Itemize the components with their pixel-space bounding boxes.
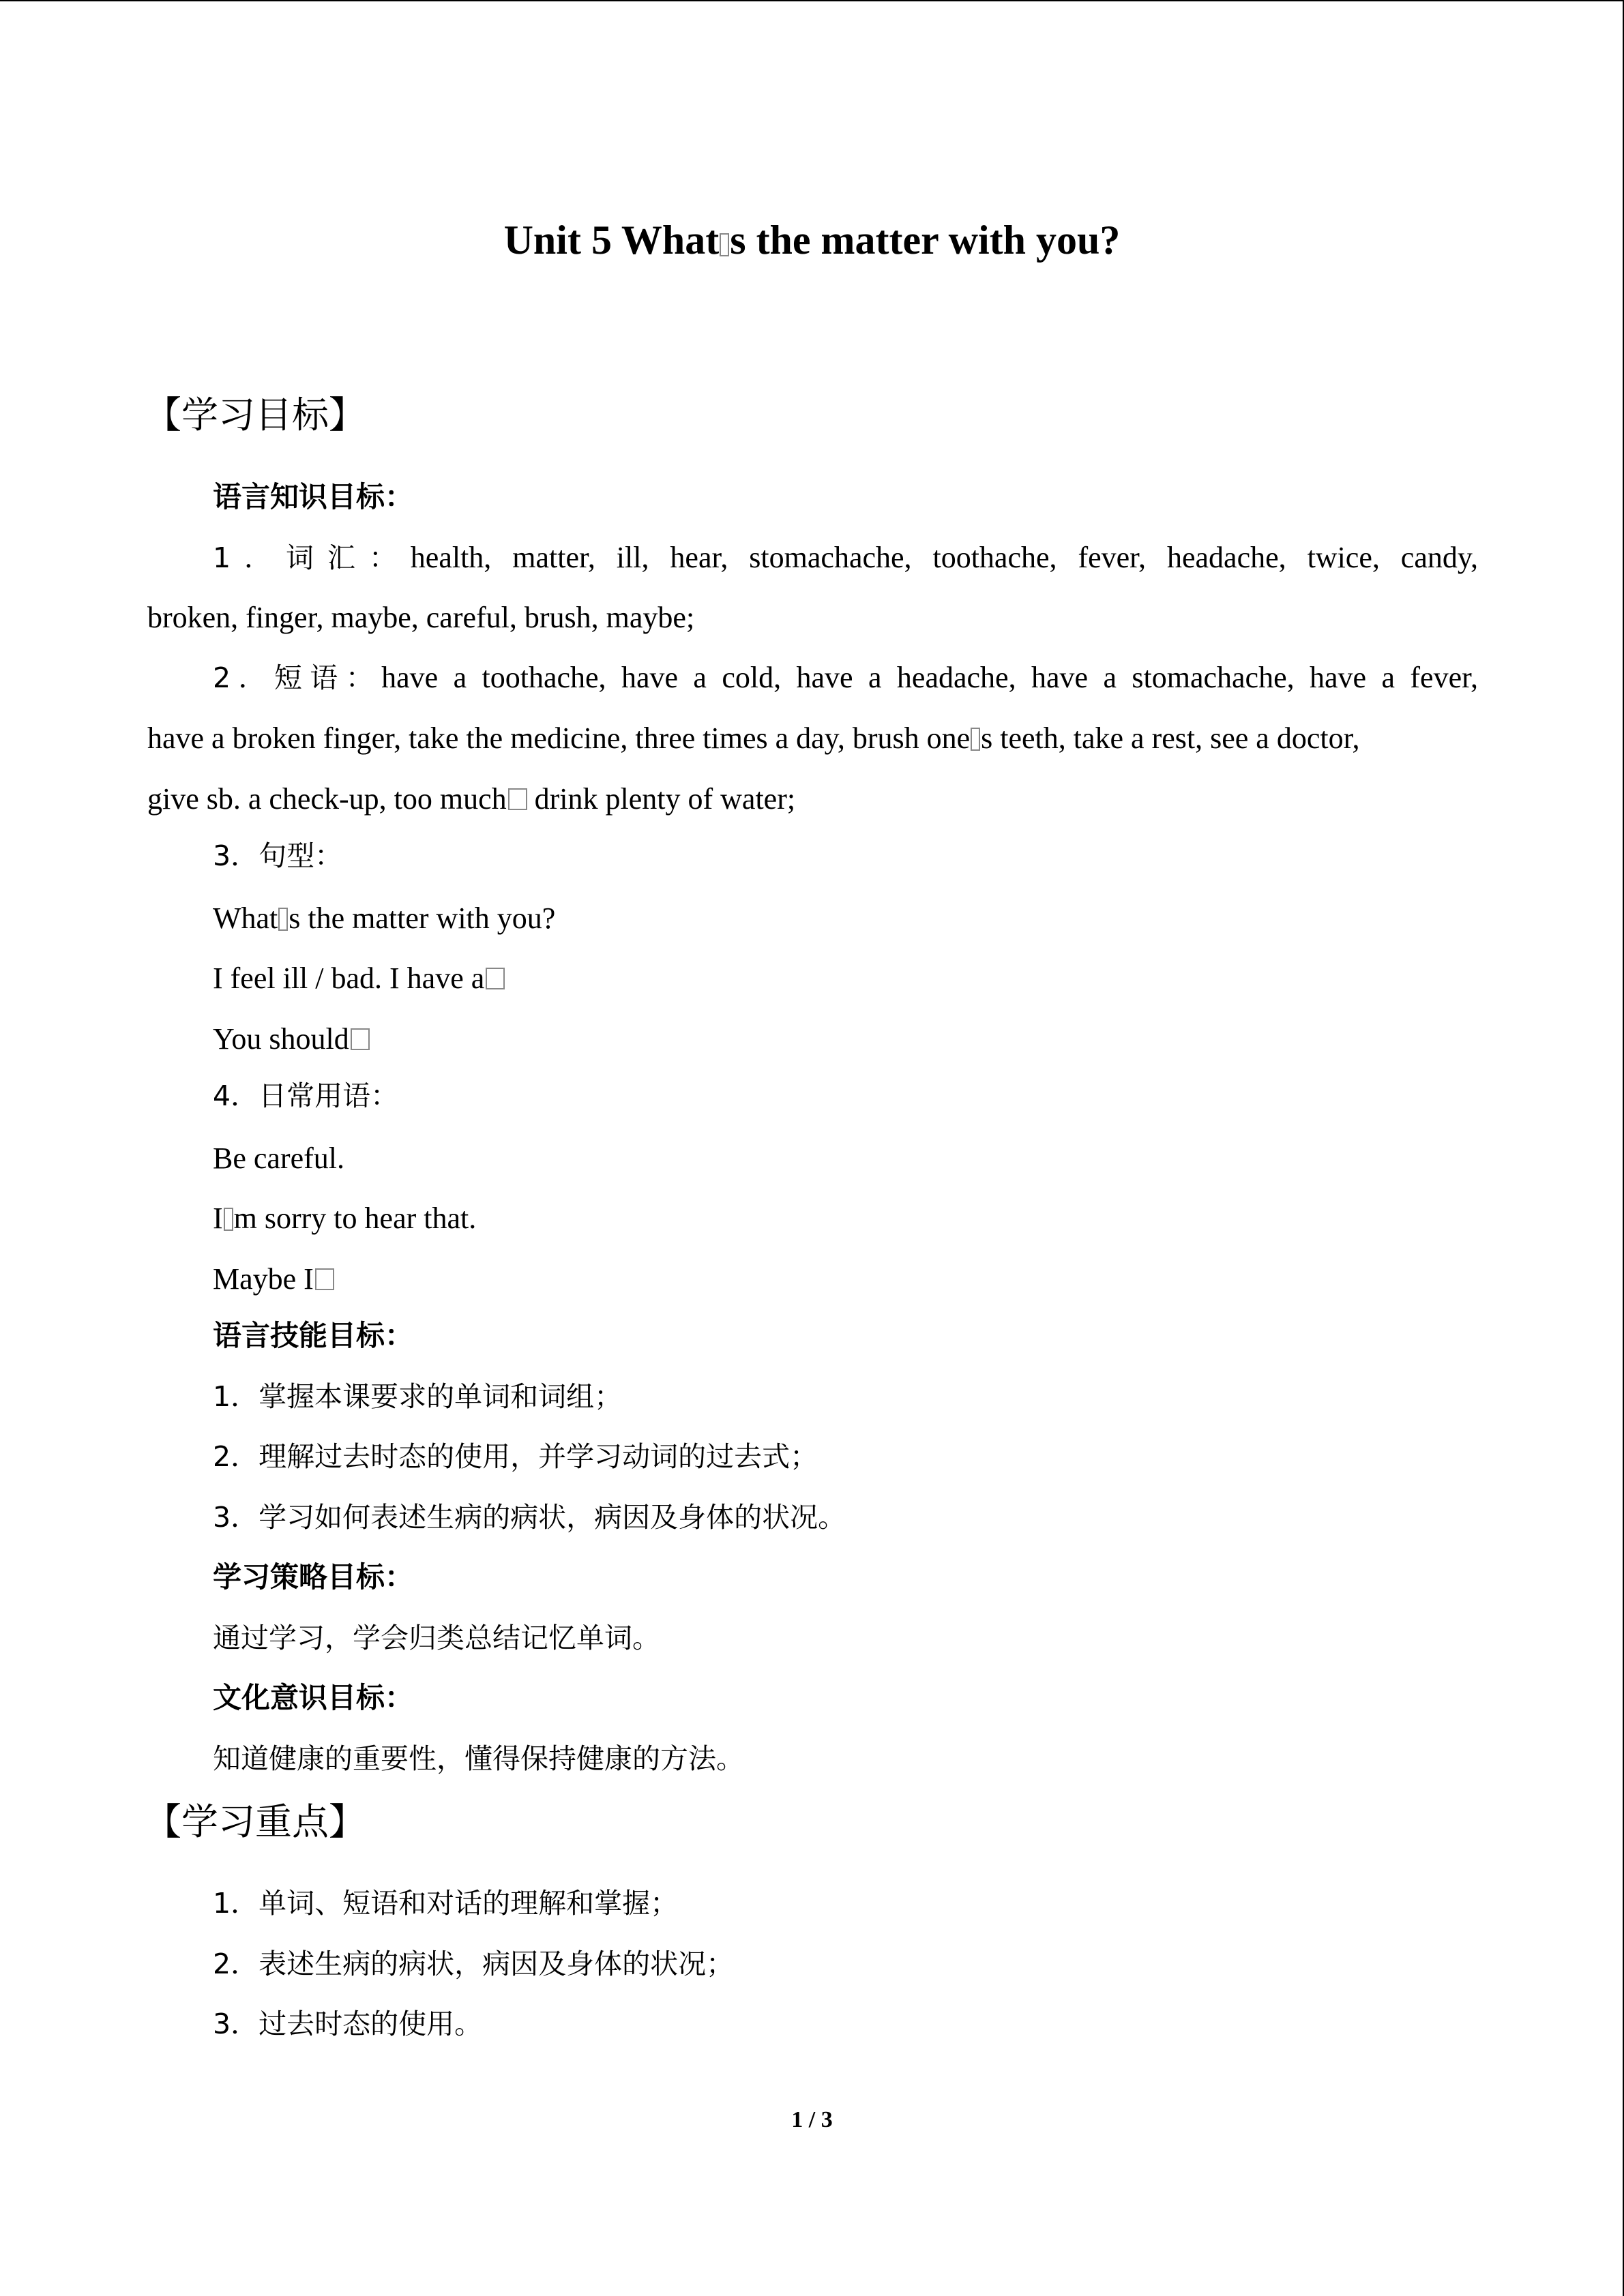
phrase-line-1 xyxy=(213,656,1478,700)
missing-glyph-box xyxy=(971,728,980,751)
missing-glyph-box xyxy=(486,968,505,989)
phrase-label: 2．短语： xyxy=(213,661,382,694)
phrase-list-3b: drink plenty of water; xyxy=(527,782,796,816)
sentence-3: You should xyxy=(213,1022,349,1056)
missing-glyph-box xyxy=(224,1208,233,1231)
phrase-list-2b: s teeth, take a rest, see a doctor, xyxy=(981,721,1360,755)
key-point-2: 2．表述生病的病状，病因及身体的状况； xyxy=(213,1948,735,1980)
missing-glyph-box xyxy=(315,1268,334,1290)
skill-item-3: 3．学习如何表述生病的病状，病因及身体的状况。 xyxy=(213,1501,846,1534)
sentence-1a: What xyxy=(213,901,278,935)
daily-2a: I xyxy=(213,1202,223,1235)
daily-3: Maybe I xyxy=(213,1262,314,1296)
skill-item-2: 2．理解过去时态的使用，并学习动词的过去式； xyxy=(213,1440,818,1473)
missing-glyph-box xyxy=(508,788,527,810)
sentence-pattern-3 xyxy=(213,1017,370,1061)
page-number: 1 / 3 xyxy=(791,2107,833,2132)
sentence-1b: s the matter with you? xyxy=(289,901,556,935)
phrase-list-2a: have a broken finger, take the medicine, three times a day, brush one xyxy=(147,721,971,755)
daily-expression-1: Be careful. xyxy=(213,1142,344,1175)
daily-expressions-label: 4．日常用语： xyxy=(213,1079,399,1112)
vocab-line-1 xyxy=(213,536,1478,580)
page-title xyxy=(0,213,1624,267)
strategy-text: 通过学习，学会归类总结记忆单词。 xyxy=(213,1622,660,1654)
daily-2b: m sorry to hear that. xyxy=(233,1202,477,1235)
vocab-line-2: broken, finger, maybe, careful, brush, maybe; xyxy=(147,601,695,634)
strategy-heading: 学习策略目标： xyxy=(213,1560,414,1594)
culture-text: 知道健康的重要性，懂得保持健康的方法。 xyxy=(213,1742,744,1775)
sentence-pattern-label: 3．句型： xyxy=(213,839,343,872)
phrase-line-2 xyxy=(147,717,1359,760)
language-knowledge-heading: 语言知识目标： xyxy=(213,480,414,513)
language-skills-heading: 语言技能目标： xyxy=(213,1319,414,1352)
phrase-list-1: have a toothache, have a cold, have a headache, have a stomachache, have a fever, xyxy=(381,661,1478,694)
section-heading-objectives: 【学习目标】 xyxy=(145,393,366,436)
daily-expression-2 xyxy=(213,1197,476,1240)
skill-item-1: 1．掌握本课要求的单词和词组； xyxy=(213,1380,623,1413)
section-heading-key-points: 【学习重点】 xyxy=(145,1800,366,1843)
vocab-label: 1．词汇： xyxy=(213,541,411,574)
phrase-list-3a: give sb. a check-up, too much xyxy=(147,782,507,816)
daily-expression-3 xyxy=(213,1257,334,1301)
title-part-1: Unit 5 What xyxy=(503,218,720,263)
key-point-1: 1．单词、短语和对话的理解和掌握； xyxy=(213,1887,679,1920)
missing-glyph-box xyxy=(351,1028,370,1050)
missing-glyph-box xyxy=(720,233,729,256)
sentence-pattern-1 xyxy=(213,897,555,940)
missing-glyph-box xyxy=(278,908,288,931)
title-part-2: s the matter with you? xyxy=(730,218,1121,263)
sentence-2: I feel ill / bad. I have a xyxy=(213,961,485,995)
key-point-3: 3．过去时态的使用。 xyxy=(213,2008,483,2040)
phrase-line-3 xyxy=(147,777,795,821)
vocab-list-1: health, matter, ill, hear, stomachache, toothache, fever, headache, twice, candy, xyxy=(410,541,1478,574)
culture-heading: 文化意识目标： xyxy=(213,1681,414,1714)
sentence-pattern-2 xyxy=(213,957,505,1000)
